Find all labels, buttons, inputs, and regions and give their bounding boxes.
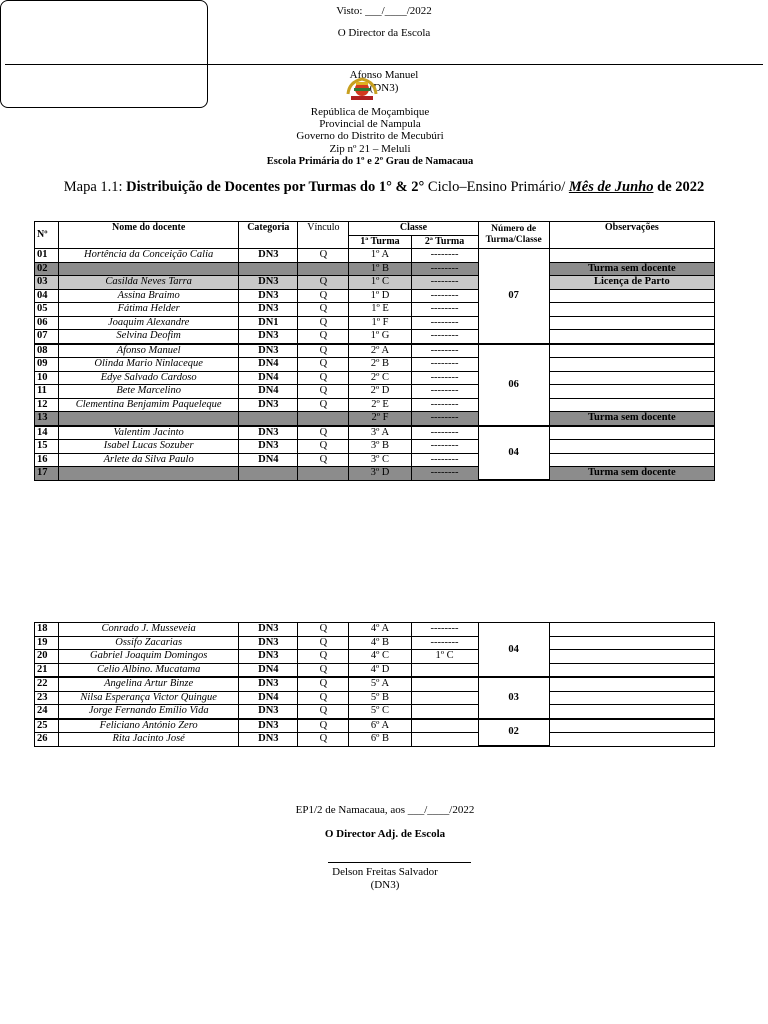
turma-1: 3º D [349,467,411,481]
table-row [35,289,715,303]
turma-2: -------- [411,276,478,290]
teacher-name: Bete Marcelino [59,385,239,399]
header-republic: República de Moçambique [310,106,430,118]
col-link: Vínculo [298,222,349,249]
class-count: 06 [478,344,549,426]
row-number: 02 [35,262,59,276]
row-number: 08 [35,344,59,358]
teacher-name: Angelina Artur Binze [59,677,239,691]
teacher-link: Q [298,344,349,358]
teacher-link: Q [298,677,349,691]
turma-1: 1º D [349,289,411,303]
observation [549,426,714,440]
header-district: Governo do Distrito de Mecubúri [296,130,444,142]
teacher-name: Clementina Benjamim Paqueleque [59,398,239,412]
approval-box [0,0,432,108]
teacher-category: DN1 [239,316,298,330]
teacher-name [59,467,239,481]
visto-date: Visto: ___/____/2022 [336,5,432,17]
visto-category: (DN3) [369,82,399,94]
footer-role: O Director Adj. de Escola [324,828,446,840]
table-row [35,440,715,454]
visto-role: O Director da Escola [337,27,431,39]
observation [549,453,714,467]
class-count: 04 [478,623,549,678]
turma-1: 3º A [349,426,411,440]
class-count: 07 [478,249,549,344]
observation [549,371,714,385]
teacher-link: Q [298,691,349,705]
table-row [35,677,715,691]
teachers-table-1 [34,221,715,481]
teacher-name: Casilda Neves Tarra [59,276,239,290]
turma-2: -------- [411,289,478,303]
row-number: 23 [35,691,59,705]
turma-1: 4º A [349,623,411,637]
turma-1: 2º F [349,412,411,426]
header-province: Provincial de Nampula [319,118,421,130]
teacher-category: DN3 [239,276,298,290]
teachers-table-2 [34,622,715,747]
turma-1: 2º D [349,385,411,399]
turma-1: 2º C [349,371,411,385]
turma-1: 1º A [349,249,411,263]
turma-2 [411,705,478,719]
visto-name: Afonso Manuel [349,69,419,81]
teacher-category: DN3 [239,733,298,747]
row-number: 18 [35,623,59,637]
row-number: 15 [35,440,59,454]
mozambique-emblem-icon [345,76,379,102]
table-row [35,398,715,412]
teacher-category: DN3 [239,303,298,317]
teacher-link: Q [298,650,349,664]
turma-2: -------- [411,623,478,637]
turma-1: 4º C [349,650,411,664]
teacher-name: Conrado J. Musseveia [59,623,239,637]
header-school: Escola Primária do 1º e 2º Grau de Namacaua [266,156,474,167]
teacher-link: Q [298,276,349,290]
class-count: 04 [478,426,549,481]
teacher-link: Q [298,663,349,677]
teacher-category: DN3 [239,650,298,664]
teacher-link: Q [298,330,349,344]
teacher-name: Feliciano António Zero [59,719,239,733]
turma-2: -------- [411,440,478,454]
table-row [35,650,715,664]
turma-2: -------- [411,412,478,426]
turma-1: 1º E [349,303,411,317]
signature-line [5,64,763,65]
row-number: 12 [35,398,59,412]
observation [549,663,714,677]
row-number: 07 [35,330,59,344]
observation [549,733,714,747]
row-number: 22 [35,677,59,691]
turma-2: -------- [411,636,478,650]
observation [549,249,714,263]
turma-2: -------- [411,371,478,385]
teacher-category: DN3 [239,623,298,637]
row-number: 13 [35,412,59,426]
teacher-name: Selvina Deofim [59,330,239,344]
teacher-category: DN4 [239,663,298,677]
turma-1: 3º C [349,453,411,467]
turma-2 [411,733,478,747]
observation [549,705,714,719]
turma-2: -------- [411,467,478,481]
teacher-link: Q [298,385,349,399]
observation: Licença de Parto [549,276,714,290]
teacher-name: Assina Braimo [59,289,239,303]
observation [549,719,714,733]
row-number: 17 [35,467,59,481]
table-row [35,276,715,290]
teacher-name: Afonso Manuel [59,344,239,358]
row-number: 11 [35,385,59,399]
table-row [35,733,715,747]
turma-2: 1º C [411,650,478,664]
turma-2: -------- [411,262,478,276]
turma-2: -------- [411,385,478,399]
teacher-link: Q [298,636,349,650]
observation [549,344,714,358]
table-row [35,426,715,440]
teacher-name: Nilsa Esperança Victor Quingue [59,691,239,705]
teacher-name: Ossifo Zacarias [59,636,239,650]
row-number: 06 [35,316,59,330]
teacher-name: Arlete da Silva Paulo [59,453,239,467]
col-turma1: 1ª Turma [349,235,411,249]
teacher-category: DN3 [239,289,298,303]
row-number: 26 [35,733,59,747]
turma-1: 1º F [349,316,411,330]
turma-1: 2º A [349,344,411,358]
class-count: 02 [478,719,549,747]
turma-2: -------- [411,330,478,344]
table-row [35,262,715,276]
table-row [35,330,715,344]
table-row [35,371,715,385]
row-number: 01 [35,249,59,263]
turma-2: -------- [411,344,478,358]
row-number: 14 [35,426,59,440]
teacher-name: Edye Salvado Cardoso [59,371,239,385]
observation [549,385,714,399]
teacher-link: Q [298,440,349,454]
observation [549,636,714,650]
turma-1: 1º G [349,330,411,344]
title-prefix: Mapa 1.1: [63,179,127,195]
observation [549,398,714,412]
table-row [35,691,715,705]
table-row [35,358,715,372]
teacher-link: Q [298,249,349,263]
table-row [35,467,715,481]
table-row [35,663,715,677]
row-number: 10 [35,371,59,385]
turma-1: 4º B [349,636,411,650]
footer-place-date: EP1/2 de Namacaua, aos ___/____/2022 [295,804,475,816]
turma-2: -------- [411,398,478,412]
observation [549,650,714,664]
teacher-name [59,262,239,276]
turma-2 [411,691,478,705]
table-row [35,385,715,399]
teacher-category: DN3 [239,440,298,454]
teacher-link: Q [298,398,349,412]
row-number: 16 [35,453,59,467]
teacher-link: Q [298,623,349,637]
footer-name: Delson Freitas Salvador [332,866,438,878]
row-number: 24 [35,705,59,719]
observation [549,358,714,372]
teacher-name: Valentim Jacinto [59,426,239,440]
teacher-category: DN4 [239,691,298,705]
teacher-name: Joaquim Alexandre [59,316,239,330]
turma-1: 1º B [349,262,411,276]
observation: Turma sem docente [549,412,714,426]
teacher-category: DN4 [239,453,298,467]
turma-2: -------- [411,316,478,330]
col-turma2: 2ª Turma [411,235,478,249]
table-row [35,719,715,733]
page-title [52,178,716,196]
turma-2: -------- [411,453,478,467]
title-year: de 2022 [653,179,705,195]
teacher-category: DN4 [239,385,298,399]
teacher-link: Q [298,289,349,303]
row-number: 05 [35,303,59,317]
turma-1: 5º A [349,677,411,691]
teacher-link: Q [298,303,349,317]
table-row [35,453,715,467]
row-number: 20 [35,650,59,664]
class-count: 03 [478,677,549,719]
table-row [35,623,715,637]
teacher-name: Hortência da Conceição Calia [59,249,239,263]
teacher-name: Jorge Fernando Emílio Vida [59,705,239,719]
teacher-link: Q [298,358,349,372]
table-row [35,636,715,650]
turma-2 [411,677,478,691]
col-category: Categoria [239,222,298,249]
turma-1: 3º B [349,440,411,454]
teacher-link: Q [298,719,349,733]
turma-1: 1º C [349,276,411,290]
turma-2 [411,663,478,677]
teacher-link [298,412,349,426]
teacher-category: DN4 [239,371,298,385]
row-number: 19 [35,636,59,650]
teacher-category: DN3 [239,330,298,344]
observation [549,289,714,303]
teacher-category [239,262,298,276]
footer-signature-line [328,862,471,863]
teacher-category: DN3 [239,705,298,719]
observation [549,440,714,454]
teacher-category: DN3 [239,398,298,412]
teacher-category: DN3 [239,677,298,691]
observation [549,316,714,330]
turma-1: 2º E [349,398,411,412]
title-month: Mês de Junho [568,179,654,195]
table-row [35,412,715,426]
turma-2 [411,719,478,733]
teacher-name: Gabriel Joaquim Domingos [59,650,239,664]
turma-1: 6º B [349,733,411,747]
row-number: 21 [35,663,59,677]
observation: Turma sem docente [549,262,714,276]
observation [549,691,714,705]
teacher-link [298,467,349,481]
teacher-link: Q [298,426,349,440]
turma-1: 5º B [349,691,411,705]
observation [549,677,714,691]
teacher-name [59,412,239,426]
observation: Turma sem docente [549,467,714,481]
footer-category: (DN3) [370,879,400,891]
observation [549,623,714,637]
col-count: Número de Turma/Classe [478,222,549,249]
teacher-category: DN3 [239,636,298,650]
col-num: Nº [35,222,59,249]
table-row [35,303,715,317]
teacher-category: DN3 [239,249,298,263]
teacher-link: Q [298,316,349,330]
teacher-name: Fátima Helder [59,303,239,317]
teacher-link: Q [298,371,349,385]
teacher-category: DN3 [239,426,298,440]
turma-1: 4º D [349,663,411,677]
teacher-link: Q [298,705,349,719]
teacher-link: Q [298,733,349,747]
table-row [35,344,715,358]
table-row [35,316,715,330]
teacher-name: Isabel Lucas Sozuber [59,440,239,454]
col-obs: Observações [549,222,714,249]
turma-2: -------- [411,426,478,440]
teacher-name: Olinda Mario Ninlaceque [59,358,239,372]
col-name: Nome do docente [59,222,239,249]
title-main: Distribuição de Docentes por Turmas do 1° & 2° [126,179,428,195]
turma-1: 2º B [349,358,411,372]
turma-1: 6º A [349,719,411,733]
row-number: 25 [35,719,59,733]
turma-1: 5º C [349,705,411,719]
teacher-category: DN3 [239,719,298,733]
teacher-category [239,412,298,426]
turma-2: -------- [411,358,478,372]
row-number: 09 [35,358,59,372]
table-row [35,705,715,719]
teacher-link: Q [298,453,349,467]
header-zip: Zip nº 21 – Meluli [329,143,411,155]
row-number: 03 [35,276,59,290]
teacher-category: DN4 [239,358,298,372]
row-number: 04 [35,289,59,303]
teacher-name: Celio Albino. Mucatama [59,663,239,677]
observation [549,303,714,317]
teacher-category: DN3 [239,344,298,358]
teacher-link [298,262,349,276]
col-classe: Classe [349,222,478,236]
observation [549,330,714,344]
title-cycle: Ciclo–Ensino Primário/ [427,179,569,195]
turma-2: -------- [411,249,478,263]
teacher-name: Rita Jacinto José [59,733,239,747]
table-row [35,249,715,263]
turma-2: -------- [411,303,478,317]
teacher-category [239,467,298,481]
